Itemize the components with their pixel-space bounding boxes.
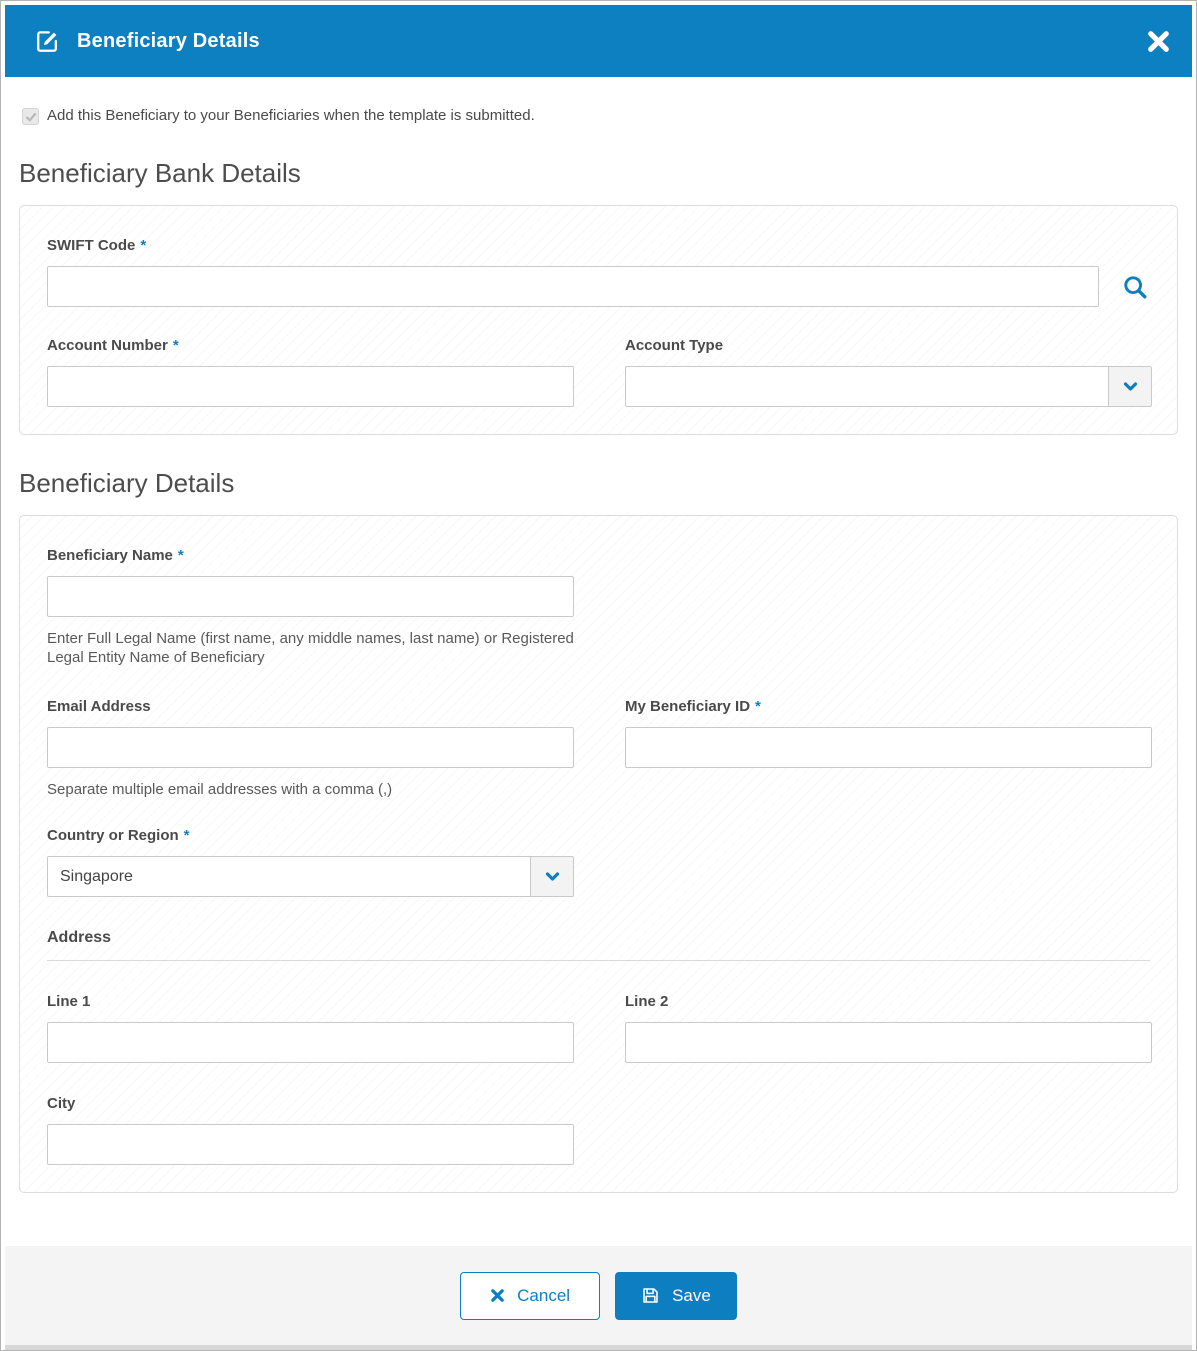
address-line1-input[interactable] — [47, 1022, 574, 1063]
account-type-label: Account Type — [625, 337, 724, 354]
account-type-select[interactable] — [625, 366, 1152, 407]
country-or-region-field — [47, 827, 574, 897]
swift-code-label: SWIFT Code — [47, 237, 136, 254]
city-input[interactable] — [47, 1124, 574, 1165]
required-asterisk: * — [140, 237, 147, 254]
close-icon[interactable] — [1141, 24, 1176, 59]
add-beneficiary-checkbox-row — [22, 107, 1178, 125]
beneficiary-name-helper: Enter Full Legal Name (first name, any middle names, last name) or Registered Legal Entity Name of Beneficiary — [47, 630, 574, 666]
account-type-field — [625, 337, 1152, 407]
account-number-input[interactable] — [47, 366, 574, 407]
address-line2-input[interactable] — [625, 1022, 1152, 1063]
email-address-field — [47, 698, 574, 800]
required-asterisk: * — [183, 827, 190, 845]
cancel-button-label: Cancel — [517, 1285, 571, 1305]
my-beneficiary-id-field — [625, 698, 1152, 800]
address-subsection — [47, 929, 1150, 961]
beneficiary-details-heading: Beneficiary Details — [19, 468, 235, 498]
address-divider — [47, 960, 1150, 961]
address-line1-field — [47, 993, 574, 1063]
add-beneficiary-checkbox-label: Add this Beneficiary to your Beneficiaries when the template is submitted. — [47, 107, 535, 124]
beneficiary-name-label: Beneficiary Name — [47, 547, 173, 564]
modal-title: Beneficiary Details — [77, 29, 260, 52]
address-heading: Address — [47, 929, 112, 947]
my-beneficiary-id-input[interactable] — [625, 727, 1152, 768]
modal-body — [5, 77, 1192, 1246]
beneficiary-details-panel — [19, 515, 1178, 1193]
city-label: City — [47, 1095, 76, 1113]
cancel-x-icon — [490, 1288, 505, 1303]
required-asterisk: * — [755, 697, 761, 715]
swift-code-field — [47, 237, 1150, 307]
swift-code-input[interactable] — [47, 266, 1099, 307]
my-beneficiary-id-label: My Beneficiary ID — [625, 697, 751, 715]
beneficiary-name-field — [47, 547, 1150, 668]
required-asterisk: * — [172, 337, 179, 354]
bank-details-heading: Beneficiary Bank Details — [19, 158, 301, 188]
country-or-region-label: Country or Region — [47, 827, 179, 845]
cancel-button[interactable] — [460, 1272, 600, 1320]
required-asterisk: * — [177, 547, 184, 564]
search-icon[interactable] — [1120, 272, 1150, 302]
add-beneficiary-checkbox[interactable] — [22, 108, 39, 125]
chevron-down-icon[interactable] — [1108, 367, 1151, 406]
save-button-label: Save — [672, 1285, 711, 1305]
city-field — [47, 1095, 574, 1165]
modal-header — [5, 5, 1192, 77]
country-or-region-select[interactable] — [47, 856, 574, 897]
account-number-label: Account Number — [47, 337, 168, 354]
beneficiary-name-input[interactable] — [47, 576, 574, 617]
bank-details-panel — [19, 205, 1178, 435]
address-line2-label: Line 2 — [625, 993, 669, 1011]
address-line1-label: Line 1 — [47, 993, 91, 1011]
email-address-input[interactable] — [47, 727, 574, 768]
account-type-value — [626, 367, 1108, 406]
address-line2-field — [625, 993, 1152, 1063]
modal-footer — [5, 1246, 1192, 1350]
check-icon — [25, 111, 37, 123]
email-address-helper: Separate multiple email addresses with a comma (,) — [47, 780, 393, 798]
save-button[interactable] — [615, 1272, 737, 1320]
email-address-label: Email Address — [47, 697, 151, 715]
save-floppy-icon — [641, 1286, 660, 1305]
account-number-field — [47, 337, 574, 407]
edit-icon — [35, 29, 60, 54]
chevron-down-icon[interactable] — [530, 857, 573, 896]
country-or-region-value: Singapore — [60, 867, 133, 885]
